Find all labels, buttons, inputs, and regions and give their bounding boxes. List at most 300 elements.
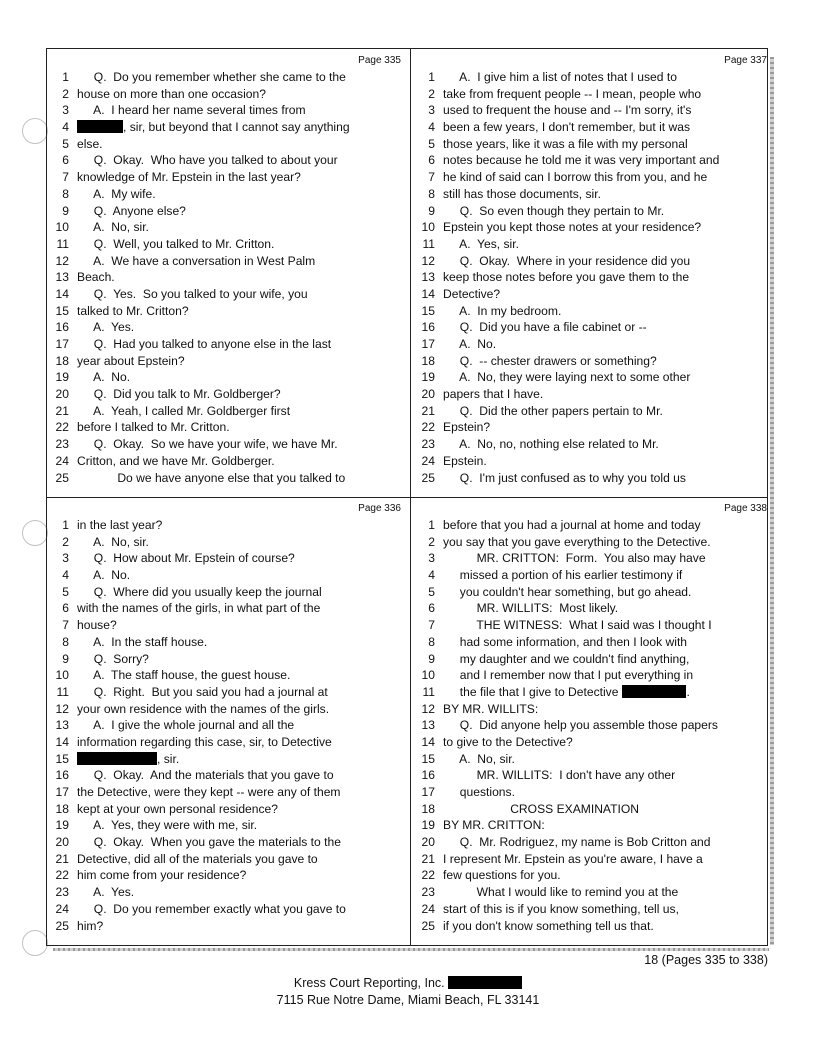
transcript-line: [47, 684, 403, 701]
line-text-main: A. Yes.: [77, 320, 135, 335]
line-text: [77, 253, 403, 270]
transcript-line: [47, 169, 403, 186]
line-text: [443, 584, 769, 601]
line-text: [443, 236, 769, 253]
transcript-line: [413, 767, 769, 784]
transcript-line: [47, 136, 403, 153]
line-text: [77, 436, 403, 453]
line-number: 14: [55, 286, 69, 301]
line-text-main: knowledge of Mr. Epstein in the last year?: [77, 170, 301, 185]
line-text: [443, 767, 769, 784]
transcript-line: [47, 884, 403, 901]
line-text: [77, 617, 403, 634]
transcript-line: [47, 86, 403, 103]
line-text: [443, 470, 769, 487]
line-text: [443, 69, 769, 86]
transcript-line: [413, 884, 769, 901]
line-number: 16: [55, 768, 69, 783]
line-text: [77, 269, 403, 286]
line-number: 16: [421, 320, 435, 335]
line-number: 24: [421, 453, 435, 468]
line-text-main: the file that I give to Detective: [443, 684, 619, 699]
line-text-main: Q. Yes. So you talked to your wife, you: [77, 286, 308, 301]
line-number: 3: [62, 103, 69, 118]
line-text-main: Q. I'm just confused as to why you told us: [443, 470, 686, 485]
transcript-line: [47, 186, 403, 203]
line-number: 21: [55, 851, 69, 866]
line-text-main: A. We have a conversation in West Palm: [77, 253, 316, 268]
line-text: [443, 851, 769, 868]
transcript-page-337: [413, 53, 769, 493]
line-text-main: A. I give the whole journal and all the: [77, 718, 295, 733]
line-text-main: Q. Did you have a file cabinet or --: [443, 320, 647, 335]
line-number: 8: [428, 186, 435, 201]
line-text: [443, 386, 769, 403]
transcript-line: [413, 600, 769, 617]
transcript-line: [413, 918, 769, 935]
line-number: 2: [62, 86, 69, 101]
line-text-main: A. I give him a list of notes that I used to: [443, 70, 677, 84]
line-number: 19: [421, 370, 435, 385]
transcript-line: [47, 901, 403, 918]
transcript-line: [47, 303, 403, 320]
line-text-main: still has those documents, sir.: [443, 186, 601, 201]
line-text: [77, 236, 403, 253]
transcript-line: [47, 403, 403, 420]
line-number: 18: [421, 353, 435, 368]
line-text-main: take from frequent people -- I mean, people who: [443, 86, 702, 101]
line-text-main: Beach.: [77, 270, 115, 285]
transcript-line: [413, 667, 769, 684]
binder-hole-icon: [22, 930, 48, 956]
line-text-main: house?: [77, 618, 117, 633]
line-text: [77, 319, 403, 336]
line-text-main: THE WITNESS: What I said was I thought I: [443, 618, 712, 633]
line-text: [443, 751, 769, 768]
line-text: [443, 102, 769, 119]
line-number: 2: [428, 86, 435, 101]
transcript-line: [413, 169, 769, 186]
line-number: 10: [55, 220, 69, 235]
line-text: [77, 86, 403, 103]
line-number: 5: [428, 136, 435, 151]
line-text-main: had some information, and then I look with: [443, 634, 688, 649]
line-text-main: those years, like it was a file with my personal: [443, 136, 688, 151]
line-text: [443, 817, 769, 834]
line-text-main: MR. WILLITS: I don't have any other: [443, 768, 676, 783]
line-number: 23: [55, 437, 69, 452]
transcript-line: [413, 634, 769, 651]
line-text-main: A. In the staff house.: [77, 634, 208, 649]
transcript-page-336: [47, 501, 403, 941]
line-number: 25: [421, 470, 435, 485]
line-text: [77, 186, 403, 203]
transcript-line: [47, 253, 403, 270]
transcript-line: [413, 69, 769, 86]
line-number: 14: [421, 286, 435, 301]
transcript-line: [47, 102, 403, 119]
line-text-main: Q. Do you remember exactly what you gave to: [77, 901, 346, 916]
line-text-main: A. No, sir.: [77, 534, 149, 549]
transcript-line: [413, 817, 769, 834]
transcript-line: [413, 386, 769, 403]
line-text: [443, 286, 769, 303]
line-text: [77, 336, 403, 353]
line-text: [443, 86, 769, 103]
firm-name: Kress Court Reporting, Inc.: [293, 976, 445, 990]
line-number: 11: [422, 684, 435, 699]
line-number: 20: [421, 835, 435, 850]
line-text: [77, 353, 403, 370]
transcript-line: [413, 419, 769, 436]
line-text-main: papers that I have.: [443, 387, 544, 402]
line-text: [77, 419, 403, 436]
line-text-main: with the names of the girls, in what part of the: [77, 601, 321, 616]
transcript-line: [47, 470, 403, 487]
line-number: 1: [428, 70, 435, 84]
line-text-main: A. Yes, they were with me, sir.: [77, 818, 258, 833]
line-text-main: your own residence with the names of the girls.: [77, 701, 330, 716]
line-text-after-redaction: , sir, but beyond that I cannot say anything: [123, 120, 350, 135]
line-text-main: Epstein?: [443, 420, 491, 435]
line-text-main: A. No, no, nothing else related to Mr.: [443, 437, 659, 452]
transcript-line: [413, 403, 769, 420]
line-text: [443, 600, 769, 617]
line-text-main: Q. So even though they pertain to Mr.: [443, 203, 665, 218]
line-number: 20: [421, 387, 435, 402]
line-number: 9: [428, 203, 435, 218]
line-text: [443, 717, 769, 734]
pages-summary: 18 (Pages 335 to 338): [644, 953, 768, 967]
line-number: 15: [421, 751, 435, 766]
line-number: 14: [421, 734, 435, 749]
line-text: [443, 867, 769, 884]
line-text-main: before that you had a journal at home and today: [443, 518, 701, 532]
line-text-main: else.: [77, 136, 103, 151]
transcript-line: [47, 517, 403, 534]
line-number: 6: [62, 153, 69, 168]
line-text: [77, 584, 403, 601]
line-text-main: What I would like to remind you at the: [443, 885, 679, 900]
line-number: 2: [62, 534, 69, 549]
line-number: 6: [428, 601, 435, 616]
transcript-line: [47, 436, 403, 453]
transcript-line: [413, 834, 769, 851]
firm-address: 7115 Rue Notre Dame, Miami Beach, FL 33141: [276, 993, 540, 1007]
transcript-line: [413, 269, 769, 286]
transcript-line: [413, 534, 769, 551]
line-number: 15: [421, 303, 435, 318]
line-number: 12: [421, 253, 435, 268]
transcript-line: [47, 600, 403, 617]
transcript-line: [413, 784, 769, 801]
line-number: 6: [62, 601, 69, 616]
binder-hole-icon: [22, 118, 48, 144]
line-text: [77, 684, 403, 701]
line-text-main: Q. Did anyone help you assemble those papers: [443, 718, 718, 733]
line-text: [77, 734, 403, 751]
line-number: 7: [428, 618, 435, 633]
line-text-main: kept at your own personal residence?: [77, 801, 279, 816]
page-stack-edge-bottom: [53, 948, 769, 951]
transcript-line: [47, 269, 403, 286]
line-number: 3: [428, 103, 435, 118]
line-text-main: Q. Did the other papers pertain to Mr.: [443, 403, 663, 418]
line-text-main: keep those notes before you gave them to the: [443, 270, 690, 285]
line-number: 14: [55, 734, 69, 749]
line-number: 19: [421, 818, 435, 833]
line-number: 12: [55, 253, 69, 268]
transcript-line: [413, 684, 769, 701]
line-text: [77, 403, 403, 420]
page-number-label: Page 336: [358, 503, 401, 514]
line-text-main: Q. Did you talk to Mr. Goldberger?: [77, 387, 281, 402]
line-text: [77, 470, 403, 487]
redaction-block: [448, 976, 522, 989]
line-number: 9: [62, 651, 69, 666]
transcript-line: [413, 617, 769, 634]
line-text-main: and I remember now that I put everything in: [443, 668, 694, 683]
line-text-main: notes because he told me it was very important and: [443, 153, 720, 168]
transcript-line: [413, 584, 769, 601]
line-text: [443, 784, 769, 801]
line-text-main: Q. Okay. Who have you talked to about your: [77, 153, 338, 168]
line-text-main: my daughter and we couldn't find anything,: [443, 651, 690, 666]
transcript-line: [413, 717, 769, 734]
line-number: 23: [55, 885, 69, 900]
line-text-main: Critton, and we have Mr. Goldberger.: [77, 453, 275, 468]
line-number: 23: [421, 437, 435, 452]
line-text-main: Detective?: [443, 286, 501, 301]
transcript-line: [413, 86, 769, 103]
line-text: [77, 203, 403, 220]
line-number: 10: [55, 668, 69, 683]
line-text: [443, 734, 769, 751]
transcript-line: [47, 751, 403, 768]
transcript-line: [47, 369, 403, 386]
transcript-line: [413, 353, 769, 370]
line-number: 18: [55, 353, 69, 368]
transcript-line: [47, 69, 403, 86]
line-number: 1: [428, 518, 435, 532]
line-text: [77, 152, 403, 169]
line-number: 8: [428, 634, 435, 649]
transcript-line: [413, 867, 769, 884]
line-number: 20: [55, 387, 69, 402]
transcript-line: [413, 517, 769, 534]
line-number: 4: [62, 568, 69, 583]
line-number: 3: [428, 551, 435, 566]
transcript-line: [413, 186, 769, 203]
line-number: 4: [428, 568, 435, 583]
line-text: [77, 453, 403, 470]
transcript-line: [47, 734, 403, 751]
line-text: [443, 319, 769, 336]
line-text: [77, 884, 403, 901]
line-number: 25: [55, 470, 69, 485]
line-text: [443, 136, 769, 153]
transcript-line: [47, 817, 403, 834]
line-text-main: Epstein you kept those notes at your residence?: [443, 220, 702, 235]
line-number: 5: [62, 584, 69, 599]
line-text: [443, 419, 769, 436]
line-text-main: Q. Well, you talked to Mr. Critton.: [77, 236, 275, 251]
transcript-line: [413, 102, 769, 119]
transcript-line: [47, 834, 403, 851]
line-text-main: the Detective, were they kept -- were any of them: [77, 785, 341, 799]
line-text: [443, 801, 769, 818]
line-text-main: Q. How about Mr. Epstein of course?: [77, 551, 295, 566]
line-text-main: Q. Okay. When you gave the materials to the: [77, 835, 341, 850]
line-text: [443, 403, 769, 420]
transcript-line: [47, 453, 403, 470]
transcript-line: [47, 336, 403, 353]
transcript-line: [47, 236, 403, 253]
line-text-main: MR. WILLITS: Most likely.: [443, 601, 619, 616]
line-text: [443, 253, 769, 270]
line-text: [443, 436, 769, 453]
page-stack-edge-right: [770, 57, 774, 945]
line-text-main: in the last year?: [77, 518, 163, 532]
line-number: 11: [56, 684, 69, 699]
line-number: 10: [421, 220, 435, 235]
line-text: [77, 767, 403, 784]
transcript-line: [413, 152, 769, 169]
transcript-line: [47, 784, 403, 801]
line-text: [77, 717, 403, 734]
line-text: [443, 269, 769, 286]
line-text: [77, 867, 403, 884]
line-text-main: missed a portion of his earlier testimony if: [443, 568, 683, 583]
line-text-main: if you don't know something tell us that.: [443, 918, 654, 933]
line-text-main: Q. Had you talked to anyone else in the last: [77, 337, 332, 351]
line-text-main: Q. Where did you usually keep the journal: [77, 584, 322, 599]
line-text-main: Q. -- chester drawers or something?: [443, 353, 657, 368]
line-text: [77, 634, 403, 651]
line-number: 8: [62, 634, 69, 649]
line-text-main: few questions for you.: [443, 868, 561, 883]
line-number: 19: [55, 370, 69, 385]
line-text: [443, 203, 769, 220]
line-number: 7: [62, 618, 69, 633]
line-text-main: BY MR. CRITTON:: [443, 818, 545, 833]
transcript-line: [47, 851, 403, 868]
transcript-line: [47, 567, 403, 584]
transcript-line: [413, 734, 769, 751]
line-number: 13: [421, 718, 435, 733]
page-number-label: Page 335: [358, 55, 401, 66]
transcript-line: [413, 253, 769, 270]
transcript-line: [413, 303, 769, 320]
line-text-main: Q. Okay. So we have your wife, we have Mr.: [77, 437, 338, 452]
line-number: 2: [428, 534, 435, 549]
line-number: 23: [421, 885, 435, 900]
line-text-main: talked to Mr. Critton?: [77, 303, 189, 318]
line-number: 1: [62, 518, 69, 532]
transcript-line: [413, 453, 769, 470]
line-text-main: him?: [77, 918, 104, 933]
line-text-main: Q. Mr. Rodriguez, my name is Bob Critton and: [443, 835, 711, 850]
line-number: 22: [421, 420, 435, 435]
transcript-page-335: [47, 53, 403, 493]
line-number: 16: [421, 768, 435, 783]
page-number-label: Page 337: [724, 55, 767, 66]
line-text: [77, 918, 403, 935]
line-number: 21: [421, 851, 435, 866]
line-text: [77, 567, 403, 584]
line-text: [77, 901, 403, 918]
line-text: [77, 102, 403, 119]
transcript-line: [47, 667, 403, 684]
line-number: 18: [421, 801, 435, 816]
transcript-line: [47, 119, 403, 136]
transcript-line: [413, 470, 769, 487]
line-text-main: you couldn't hear something, but go ahead.: [443, 584, 692, 599]
line-number: 15: [55, 751, 69, 766]
line-number: 18: [55, 801, 69, 816]
line-text: [77, 303, 403, 320]
line-number: 15: [55, 303, 69, 318]
line-text: [443, 303, 769, 320]
line-text: [443, 550, 769, 567]
line-text: [77, 69, 403, 86]
line-text-main: Q. Right. But you said you had a journal at: [77, 684, 328, 699]
transcript-line: [413, 901, 769, 918]
transcript-line: [47, 617, 403, 634]
line-text-after-redaction: .: [686, 684, 690, 699]
line-text-main: A. Yes, sir.: [443, 236, 519, 251]
line-text-main: Detective, did all of the materials you gave to: [77, 851, 318, 866]
line-text-main: A. No, sir.: [443, 751, 515, 766]
line-text-main: Q. Okay. Where in your residence did you: [443, 253, 691, 268]
transcript-line: [47, 286, 403, 303]
transcript-line: [413, 286, 769, 303]
line-text: [77, 801, 403, 818]
transcript-line: [47, 219, 403, 236]
transcript-line: [47, 386, 403, 403]
line-number: 4: [428, 120, 435, 135]
line-text-main: BY MR. WILLITS:: [443, 701, 539, 716]
redaction-block: [77, 120, 123, 133]
transcript-line: [47, 801, 403, 818]
transcript-line: [413, 751, 769, 768]
line-number: 21: [55, 403, 69, 418]
line-text: [443, 369, 769, 386]
line-text: [443, 617, 769, 634]
transcript-line: [413, 236, 769, 253]
line-text: [77, 751, 403, 768]
line-number: 11: [56, 236, 69, 251]
line-text-main: start of this is if you know something, tell us,: [443, 901, 679, 916]
line-number: 25: [55, 918, 69, 933]
line-text: [77, 386, 403, 403]
transcript-line: [47, 867, 403, 884]
line-text-main: Q. Do you remember whether she came to the: [77, 70, 346, 84]
line-text: [77, 534, 403, 551]
line-text-main: A. Yes.: [77, 885, 135, 900]
line-text: [443, 651, 769, 668]
line-text-main: A. In my bedroom.: [443, 303, 562, 318]
transcript-line: [47, 534, 403, 551]
transcript-line: [47, 550, 403, 567]
line-text-main: A. No.: [443, 337, 497, 351]
line-text: [443, 634, 769, 651]
line-number: 19: [55, 818, 69, 833]
line-text-main: Do we have anyone else that you talked to: [77, 470, 346, 485]
line-text: [443, 901, 769, 918]
line-text-main: CROSS EXAMINATION: [443, 801, 639, 816]
line-text: [443, 152, 769, 169]
